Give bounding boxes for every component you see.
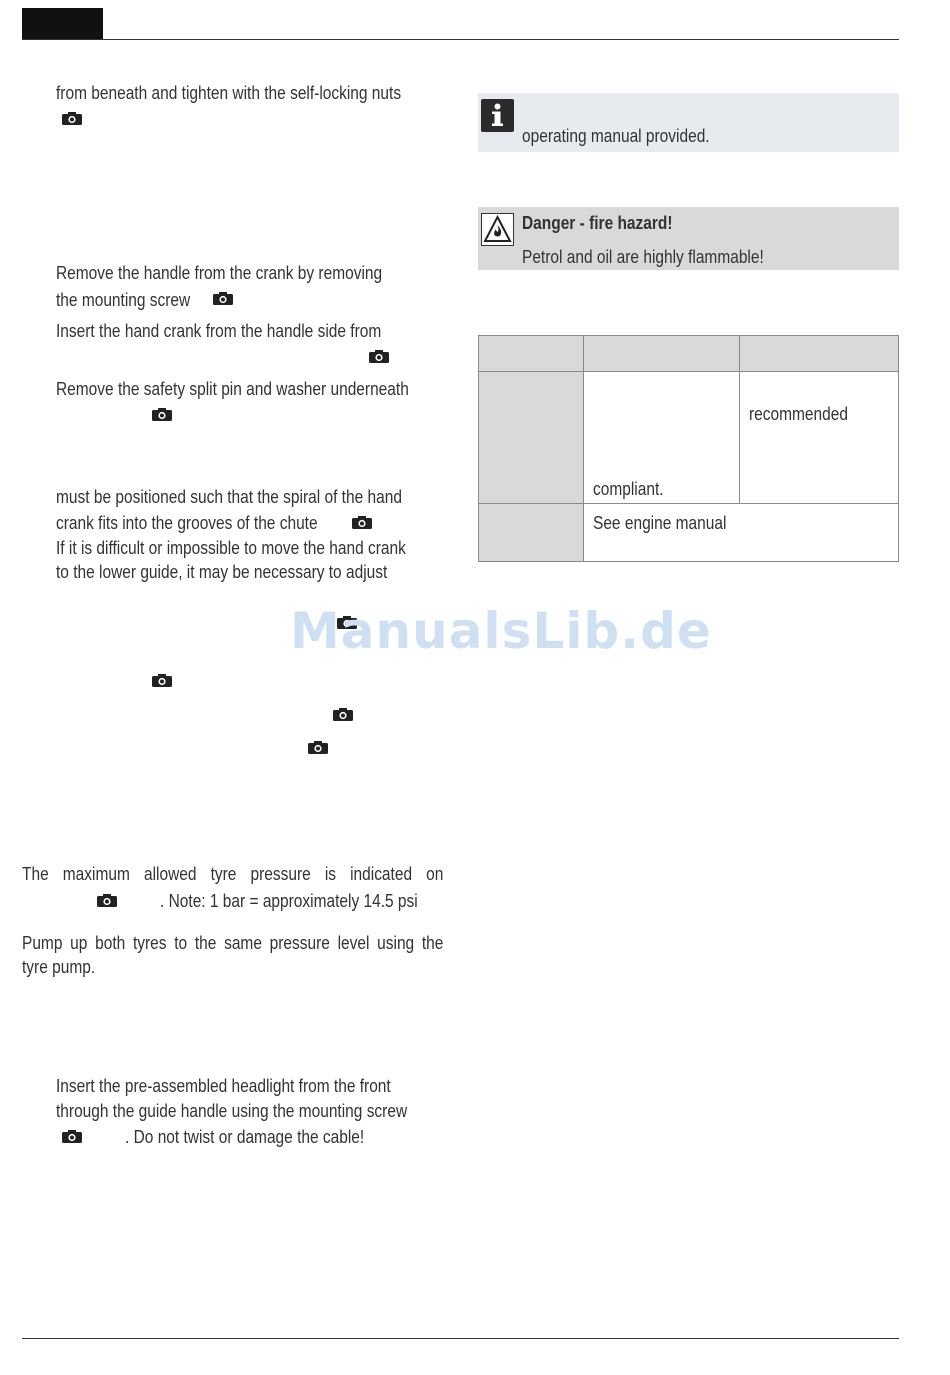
fire-hazard-icon [481,213,514,246]
text-headlight-2: through the guide handle using the mounting screw [56,1101,408,1121]
info-note-text: operating manual provided. [522,126,710,146]
table-cell [740,372,899,504]
text-tyre-2: . Note: 1 bar = approximately 14.5 psi [160,891,418,911]
table-cell-compliant: compliant. [592,479,664,499]
watermark: ManualsLib.de [290,602,712,660]
camera-icon [369,350,389,363]
text-difficult-1: If it is difficult or impossible to move the hand crank [56,538,406,558]
header-rule [22,39,899,40]
text-tyre-1: The maximum allowed tyre pressure is indicated on [22,864,444,884]
info-icon [481,99,514,132]
table-row-label-cell [479,372,584,504]
danger-note-title: Danger - fire hazard! [522,213,673,233]
table-cell-engine-manual: See engine manual [592,513,727,533]
text-insert-crank: Insert the hand crank from the handle side from [56,321,382,341]
table-header-cell [479,336,584,372]
text-remove-pin: Remove the safety split pin and washer underneath [56,379,409,399]
camera-icon [308,741,328,754]
camera-icon [333,708,353,721]
footer-rule [22,1338,899,1339]
table-row-label-cell [479,504,584,562]
table-header-cell [583,336,740,372]
text-nuts: from beneath and tighten with the self-locking nuts [56,83,402,103]
spec-table [478,335,899,562]
text-remove-handle-2: the mounting screw [56,290,191,310]
camera-icon [152,674,172,687]
text-headlight-1: Insert the pre-assembled headlight from the front [56,1076,391,1096]
header-tab [22,8,103,40]
table-cell [583,372,740,504]
camera-icon [352,516,372,529]
text-pump-2: tyre pump. [22,957,96,977]
text-spiral-2: crank fits into the grooves of the chute [56,513,318,533]
text-pump-1: Pump up both tyres to the same pressure level using the [22,933,444,953]
danger-note-text: Petrol and oil are highly flammable! [522,247,764,267]
table-cell-recommended: recommended [749,404,849,424]
text-headlight-3: . Do not twist or damage the cable! [125,1127,365,1147]
camera-icon [152,408,172,421]
camera-icon [213,292,233,305]
text-remove-handle-1: Remove the handle from the crank by removing [56,263,383,283]
text-spiral-1: must be positioned such that the spiral of the hand [56,487,402,507]
text-difficult-2: to the lower guide, it may be necessary to adjust [56,562,388,582]
camera-icon [62,112,82,125]
camera-icon [97,894,117,907]
table-header-cell [740,336,899,372]
camera-icon [62,1130,82,1143]
table-cell [583,504,898,562]
